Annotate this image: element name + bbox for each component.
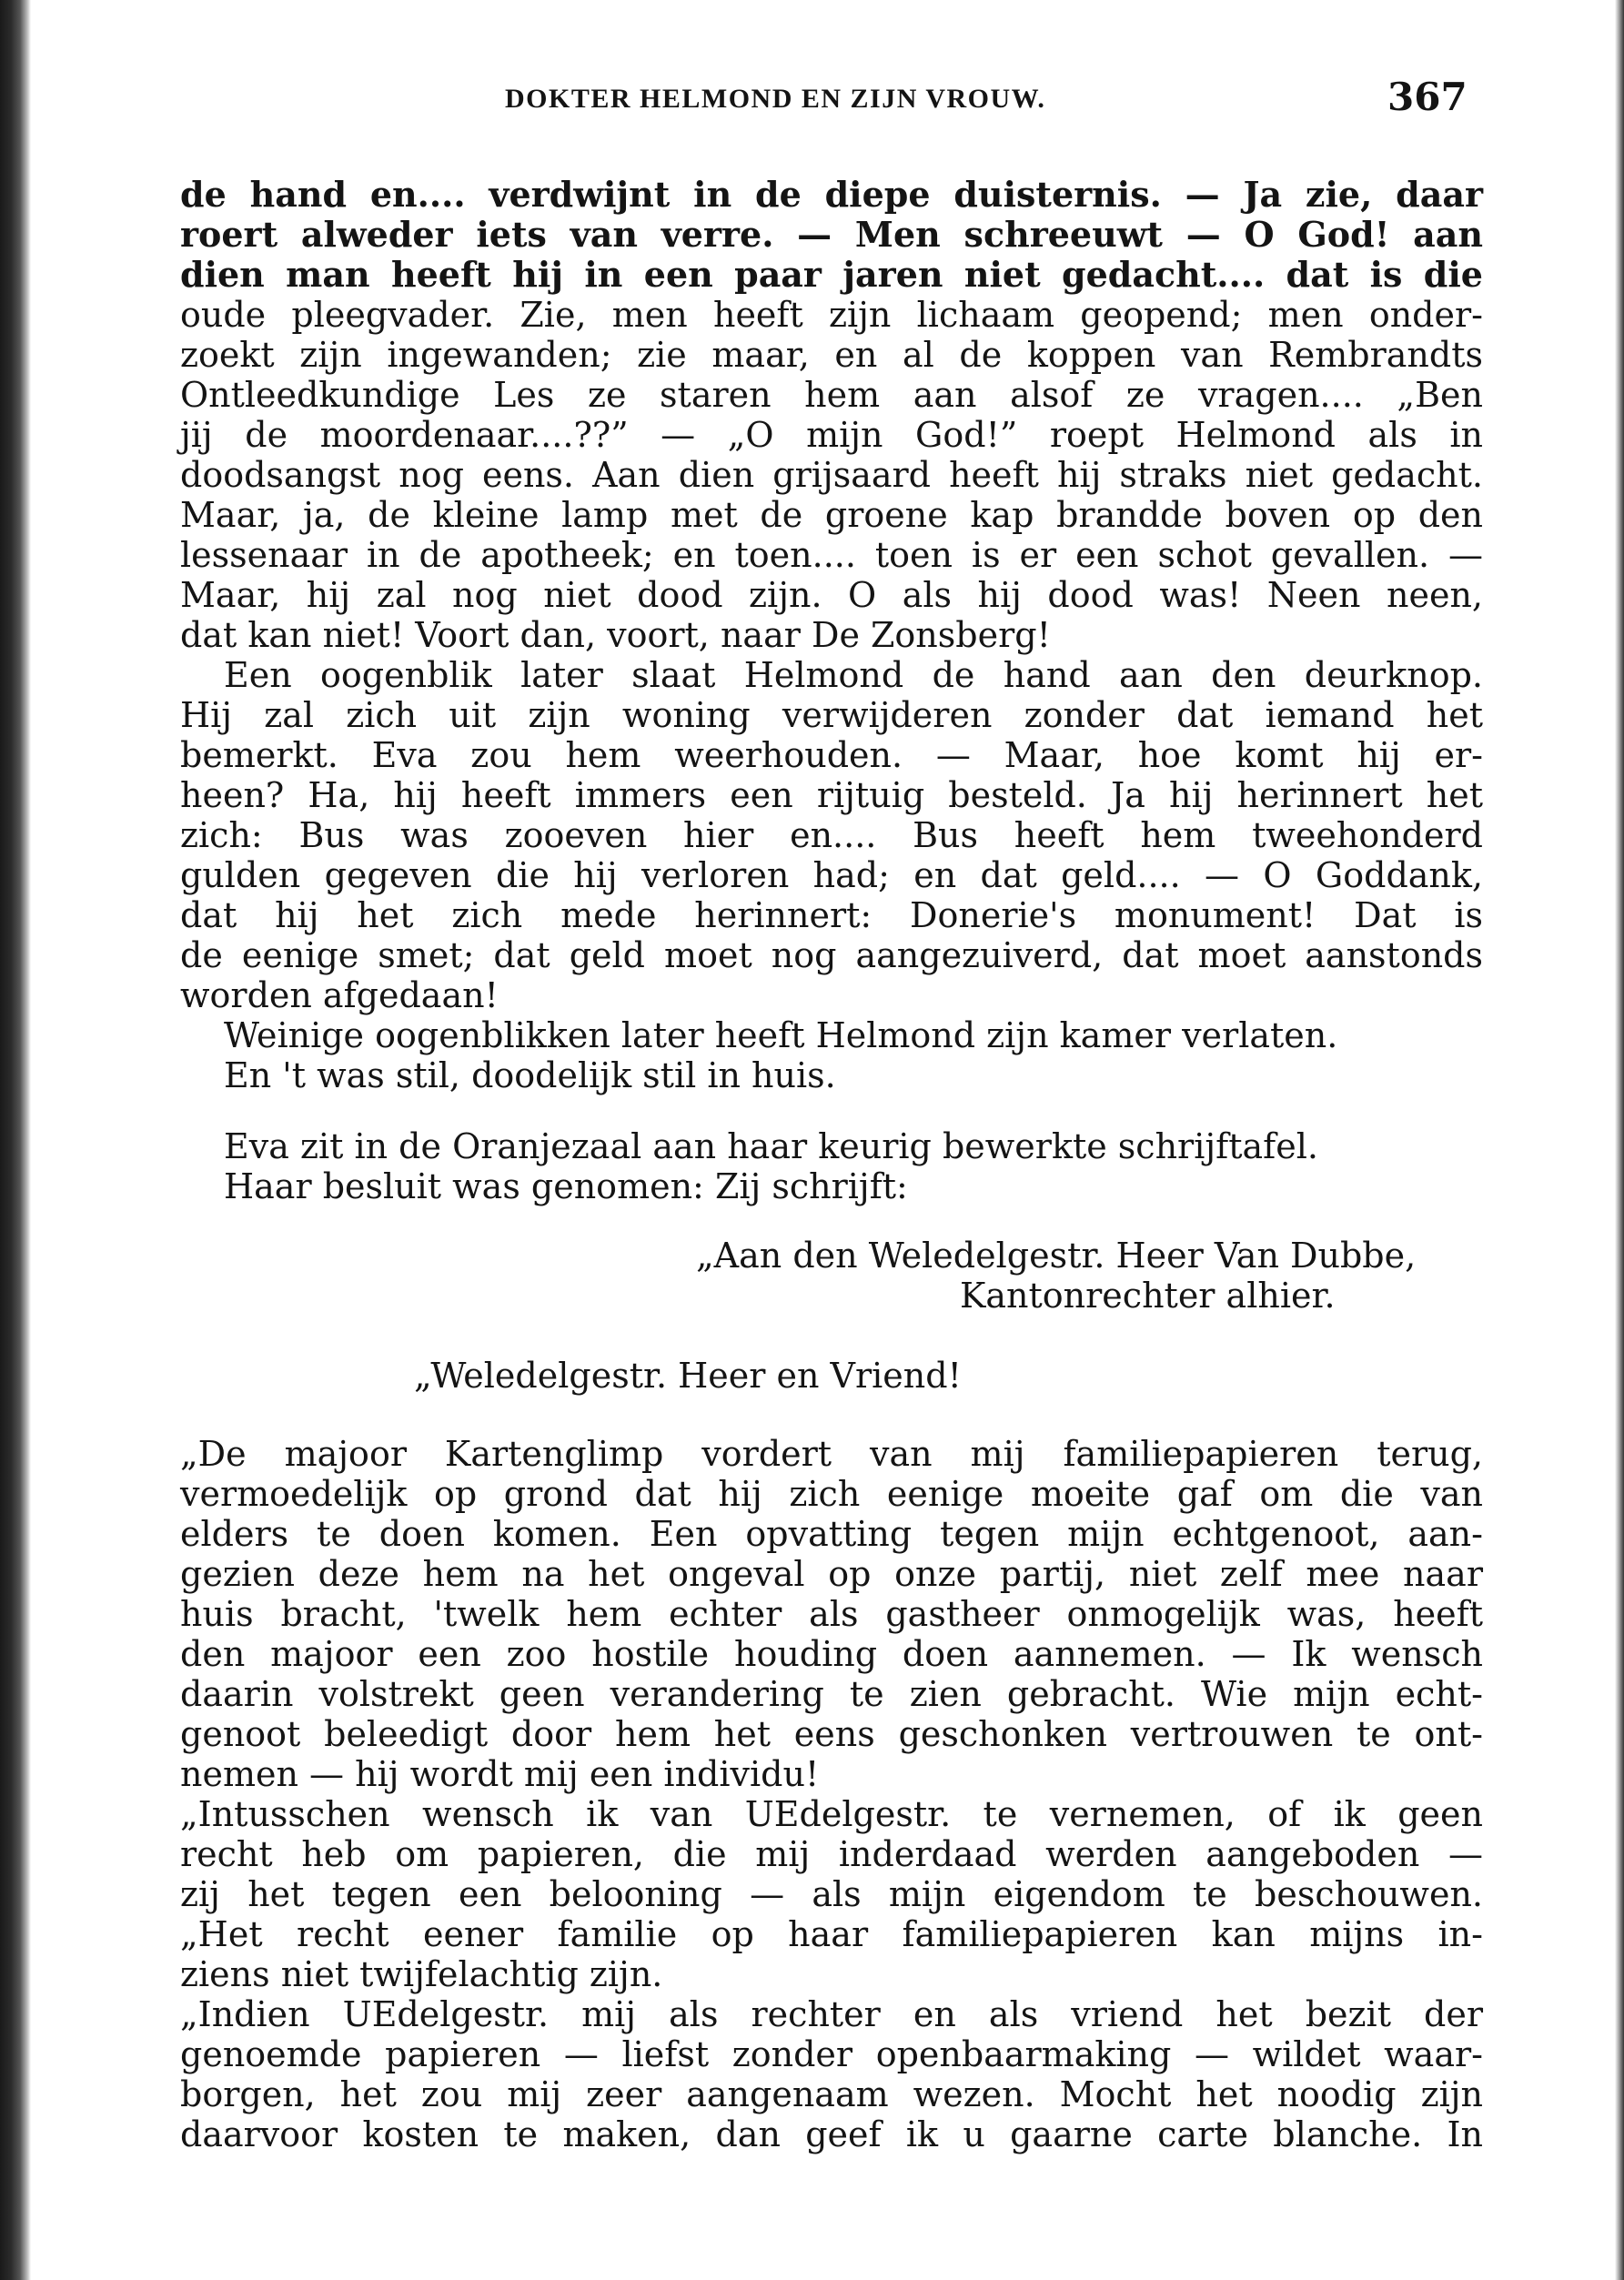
text-line: dat hij het zich mede herinnert: Donerie's monument! Dat is xyxy=(180,895,1483,935)
text-line: Weinige oogenblikken later heeft Helmond zijn kamer verlaten. xyxy=(224,1015,1338,1055)
text-line: genoemde papieren — liefst zonder openbaarmaking — wildet waar- xyxy=(180,2034,1483,2074)
text-line: daarin volstrekt geen verandering te zien gebracht. Wie mijn echt- xyxy=(180,1674,1483,1714)
text-line: dien man heeft hij in een paar jaren niet gedacht.... dat is die xyxy=(180,254,1483,295)
text-line: den majoor een zoo hostile houding doen aannemen. — Ik wensch xyxy=(180,1634,1483,1674)
text-line: genoot beleedigt door hem het eens geschonken vertrouwen te ont- xyxy=(180,1714,1483,1754)
letter-address: Kantonrechter alhier. xyxy=(960,1276,1336,1316)
text-line: de eenige smet; dat geld moet nog aangezuiverd, dat moet aanstonds xyxy=(180,935,1483,975)
running-title: DOKTER HELMOND EN ZIJN VROUW. xyxy=(505,84,1046,114)
text-line: dat kan niet! Voort dan, voort, naar De Zonsberg! xyxy=(180,615,1051,655)
text-line: Eva zit in de Oranjezaal aan haar keurig bewerkte schrijftafel. xyxy=(224,1126,1318,1166)
text-line: oude pleegvader. Zie, men heeft zijn lichaam geopend; men onder- xyxy=(180,295,1483,335)
text-line: Een oogenblik later slaat Helmond de hand aan den deurknop. xyxy=(224,655,1483,695)
text-line: de hand en.... verdwijnt in de diepe duisternis. — Ja zie, daar xyxy=(180,174,1483,215)
text-line: ziens niet twijfelachtig zijn. xyxy=(180,1954,663,1994)
text-line: gulden gegeven die hij verloren had; en dat geld.... — O Goddank, xyxy=(180,855,1483,895)
text-line: zich: Bus was zooeven hier en.... Bus heeft hem tweehonderd xyxy=(180,815,1483,855)
text-line: zoekt zijn ingewanden; zie maar, en al de koppen van Rembrandts xyxy=(180,335,1483,375)
text-line: worden afgedaan! xyxy=(180,975,499,1015)
text-line: borgen, het zou mij zeer aangenaam wezen. Mocht het noodig zijn xyxy=(180,2074,1483,2114)
text-line: Hij zal zich uit zijn woning verwijderen zonder dat iemand het xyxy=(180,695,1483,735)
text-line: „Het recht eener familie op haar familiepapieren kan mijns in- xyxy=(180,1914,1483,1954)
text-line: Maar, ja, de kleine lamp met de groene kap brandde boven op den xyxy=(180,495,1483,535)
text-line: bemerkt. Eva zou hem weerhouden. — Maar, hoe komt hij er- xyxy=(180,735,1483,775)
text-line: gezien deze hem na het ongeval op onze partij, niet zelf mee naar xyxy=(180,1554,1483,1594)
letter-address: „Aan den Weledelgestr. Heer Van Dubbe, xyxy=(696,1236,1417,1276)
text-line: „Intusschen wensch ik van UEdelgestr. te vernemen, of ik geen xyxy=(180,1794,1483,1834)
text-line: Ontleedkundige Les ze staren hem aan alsof ze vragen.... „Ben xyxy=(180,375,1483,415)
text-line: vermoedelijk op grond dat hij zich eenige moeite gaf om die van xyxy=(180,1474,1483,1514)
text-line: Haar besluit was genomen: Zij schrijft: xyxy=(224,1166,908,1206)
text-line: jij de moordenaar....??” — „O mijn God!” roept Helmond als in xyxy=(180,415,1483,455)
text-line: heen? Ha, hij heeft immers een rijtuig besteld. Ja hij herinnert het xyxy=(180,775,1483,815)
text-line: „De majoor Kartenglimp vordert van mij familiepapieren terug, xyxy=(180,1434,1483,1474)
text-line: elders te doen komen. Een opvatting tegen mijn echtgenoot, aan- xyxy=(180,1514,1483,1554)
text-line: recht heb om papieren, die mij inderdaad werden aangeboden — xyxy=(180,1834,1483,1874)
text-line: lessenaar in de apotheek; en toen.... toen is er een schot gevallen. — xyxy=(180,535,1483,575)
letter-salutation: „Weledelgestr. Heer en Vriend! xyxy=(414,1356,962,1396)
text-line: doodsangst nog eens. Aan dien grijsaard heeft hij straks niet gedacht. xyxy=(180,455,1483,495)
text-line: huis bracht, 'twelk hem echter als gastheer onmogelijk was, heeft xyxy=(180,1594,1483,1634)
text-line: zij het tegen een belooning — als mijn eigendom te beschouwen. xyxy=(180,1874,1483,1914)
text-line: roert alweder iets van verre. — Men schreeuwt — O God! aan xyxy=(180,214,1483,255)
text-line: „Indien UEdelgestr. mij als rechter en als vriend het bezit der xyxy=(180,1994,1483,2034)
page-number: 367 xyxy=(1387,75,1468,119)
text-line: Maar, hij zal nog niet dood zijn. O als hij dood was! Neen neen, xyxy=(180,575,1483,615)
text-line: En 't was stil, doodelijk stil in huis. xyxy=(224,1055,836,1095)
text-line: daarvoor kosten te maken, dan geef ik u gaarne carte blanche. In xyxy=(180,2114,1483,2154)
text-line: nemen — hij wordt mij een individu! xyxy=(180,1754,820,1794)
